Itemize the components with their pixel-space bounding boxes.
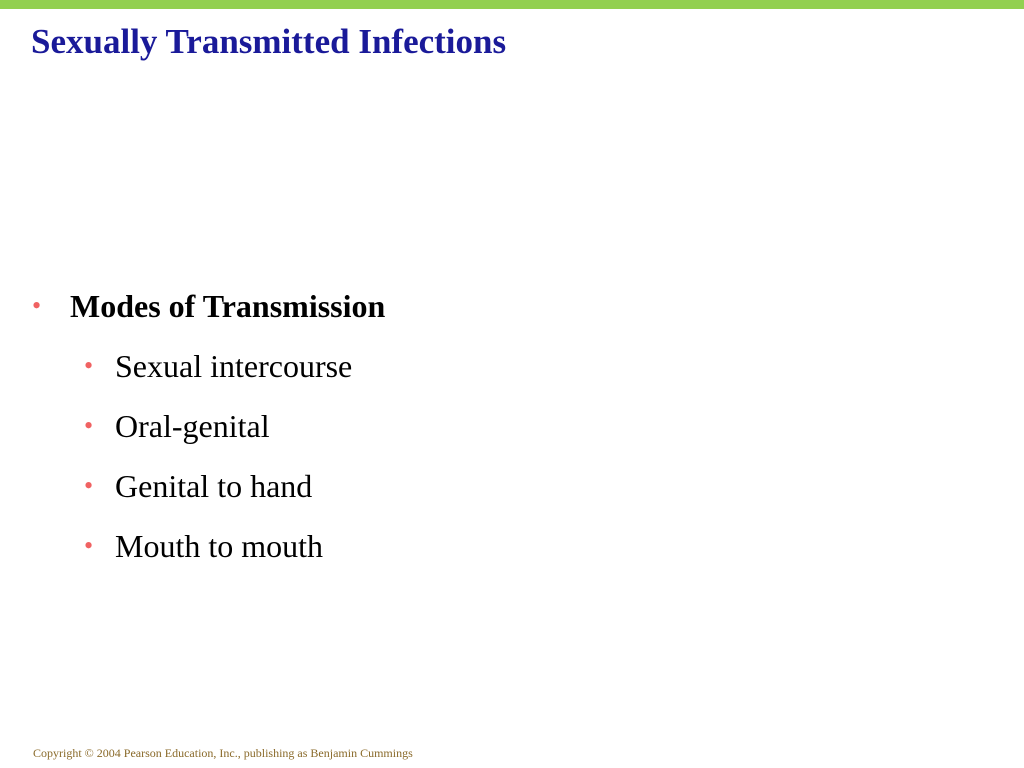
- main-bullet-text: Modes of Transmission: [70, 288, 386, 324]
- slide-title: Sexually Transmitted Infections: [31, 22, 507, 61]
- sub-bullet-text: Sexual intercourse: [115, 348, 353, 384]
- sub-bullet-text: Oral-genital: [115, 408, 270, 444]
- top-accent-bar: [0, 0, 1024, 9]
- copyright-footer: Copyright © 2004 Pearson Education, Inc., publishing as Benjamin Cummings: [33, 746, 413, 760]
- sub-bullet-item: [0, 342, 1024, 402]
- sub-bullet-item: [0, 522, 1024, 582]
- bullet-icon: •: [84, 411, 94, 440]
- sub-bullet-item: [0, 462, 1024, 522]
- main-bullet-item: [0, 282, 1024, 342]
- bullet-list: [0, 282, 1024, 582]
- bullet-icon: •: [84, 351, 94, 380]
- sub-bullet-item: [0, 402, 1024, 462]
- bullet-icon: •: [32, 291, 42, 320]
- sub-bullet-text: Mouth to mouth: [115, 528, 324, 564]
- bullet-icon: •: [84, 471, 94, 500]
- bullet-icon: •: [84, 531, 94, 560]
- sub-bullet-text: Genital to hand: [115, 468, 313, 504]
